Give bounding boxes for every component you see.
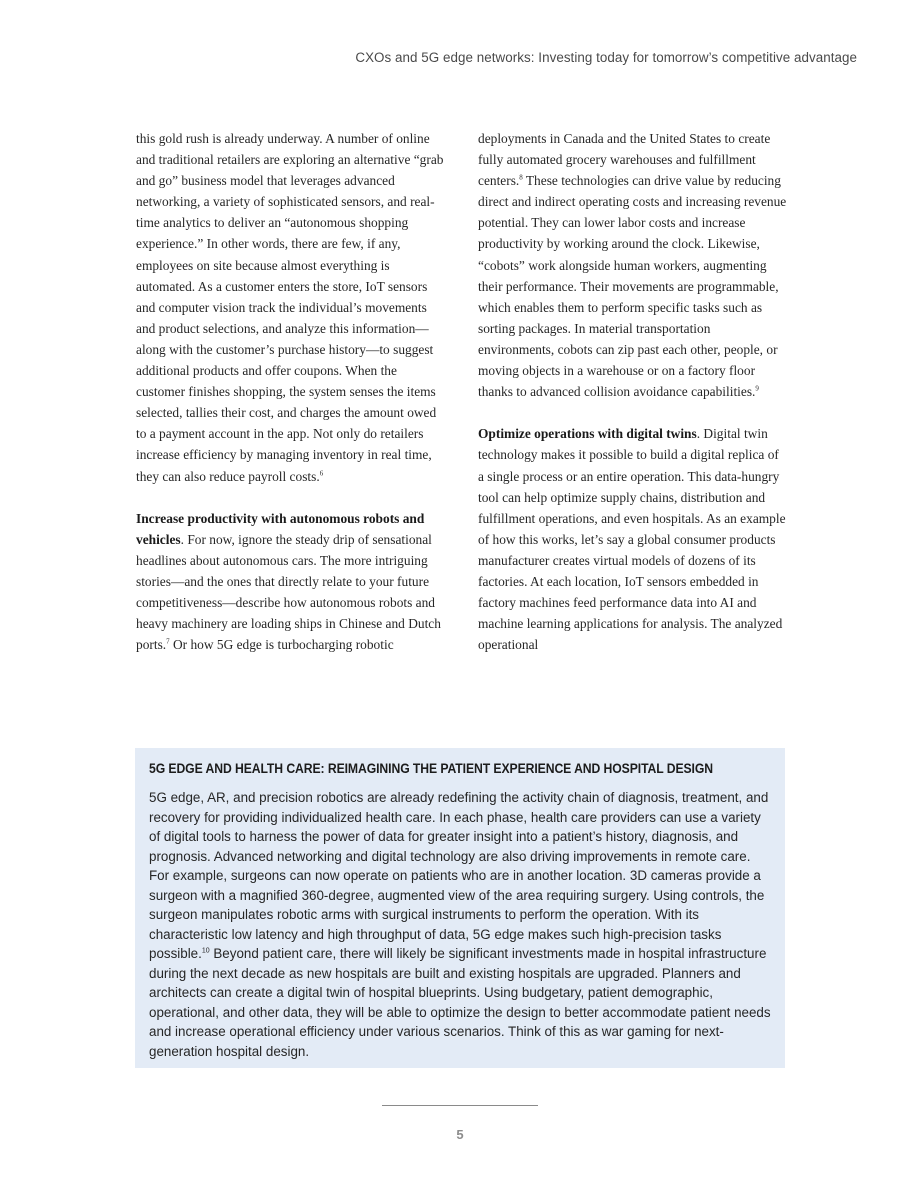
body-paragraph <box>136 128 446 487</box>
sidebar-text: Beyond patient care, there will likely be significant investments made in hospital infrastructure during the next decade as new hospitals are built and existing hospitals are upgraded. Planners and architects can create a digital twin of hospital blueprints. Using budgetary, patient demographic, operational, and other data, they will be able to optimize the design to better accommodate patient needs and increase operational efficiency under various scenarios. Think of this as war gaming for next-generation hospital design. <box>149 946 771 1059</box>
body-paragraph <box>478 423 788 655</box>
paragraph-text: . Digital twin technology makes it possible to build a digital replica of a single process or an entire operation. This data-hungry tool can help optimize supply chains, distribution and fulfillment operations, and even hospitals. As an example of how this works, let’s say a global consumer products manufacturer creates virtual models of dozens of its factories. At each location, IoT sensors embedded in factory machines feed performance data into AI and machine learning applications for analysis. The analyzed operational <box>478 426 786 653</box>
left-column <box>136 128 446 655</box>
footnote-reference[interactable]: 10 <box>201 947 210 955</box>
footnote-reference[interactable]: 8 <box>519 173 523 182</box>
sidebar-body <box>149 788 771 1061</box>
footnote-reference[interactable]: 6 <box>319 469 324 478</box>
health-care-sidebar <box>135 748 785 1068</box>
sidebar-text: 5G edge, AR, and precision robotics are already redefining the activity chain of diagnosis, treatment, and recovery for providing individualized health care. In each phase, health care providers can use a variety of digital tools to harness the power of data for greater insight into a patient’s history, diagnosis, and prognosis. Advanced networking and digital technology are also driving improvements in remote care. For example, surgeons can now operate on patients who are in another location. 3D cameras provide a surgeon with a magnified 360-degree, augmented view of the area requiring surgery. Using controls, the surgeon manipulates robotic arms with surgical instruments to perform the operation. With its characteristic low latency and high throughput of data, 5G edge makes such high-precision tasks possible. <box>149 790 769 961</box>
running-header: CXOs and 5G edge networks: Investing today for tomorrow’s competitive advantage <box>355 50 857 65</box>
page-number: 5 <box>456 1127 464 1142</box>
body-paragraph <box>478 128 788 402</box>
paragraph-text: Or how 5G edge is turbocharging robotic <box>169 637 394 653</box>
body-paragraph <box>136 508 446 656</box>
paragraph-text: deployments in Canada and the United States to create fully automated grocery warehouses and fulfillment centers. <box>478 131 771 189</box>
footnote-reference[interactable]: 9 <box>755 384 759 393</box>
footnote-reference[interactable]: 7 <box>166 637 170 646</box>
paragraph-text: . For now, ignore the steady drip of sensational headlines about autonomous cars. The more intriguing stories—and the ones that directly relate to your future competitiveness—describe how autonomous robots and heavy machinery are loading ships in Chinese and Dutch ports. <box>136 531 441 653</box>
run-in-heading: Increase productivity with autonomous robots and vehicles <box>136 510 425 547</box>
sidebar-title: 5G EDGE AND HEALTH CARE: REIMAGINING THE PATIENT EXPERIENCE AND HOSPITAL DESIGN <box>149 761 713 777</box>
footer-divider <box>382 1105 538 1106</box>
right-column <box>478 128 788 655</box>
paragraph-text: this gold rush is already underway. A number of online and traditional retailers are exploring an alternative “grab and go” business model that leverages advanced networking, a variety of sophisticated sensors, and real-time analytics to deliver an “autonomous shopping experience.” In other words, there are few, if any, employees on site because almost everything is automated. As a customer enters the store, IoT sensors and computer vision track the individual’s movements and product selections, and analyze this information—along with the customer’s purchase history—to suggest additional products and offer coupons. When the customer finishes shopping, the system senses the items selected, tallies their cost, and charges the amount owed to a payment account in the app. Not only do retailers increase efficiency by managing inventory in real time, they can also reduce payroll costs. <box>136 131 444 484</box>
paragraph-text: These technologies can drive value by reducing direct and indirect operating costs and increasing revenue potential. They can lower labor costs and increase productivity by working around the clock. Likewise, “cobots” work alongside human workers, augmenting their performance. Their movements are programmable, which enables them to perform specific tasks such as sorting packages. In material transportation environments, cobots can zip past each other, people, or moving objects in a warehouse or on a factory floor thanks to advanced collision avoidance capabilities. <box>478 173 787 400</box>
run-in-heading: Optimize operations with digital twins <box>478 426 697 442</box>
